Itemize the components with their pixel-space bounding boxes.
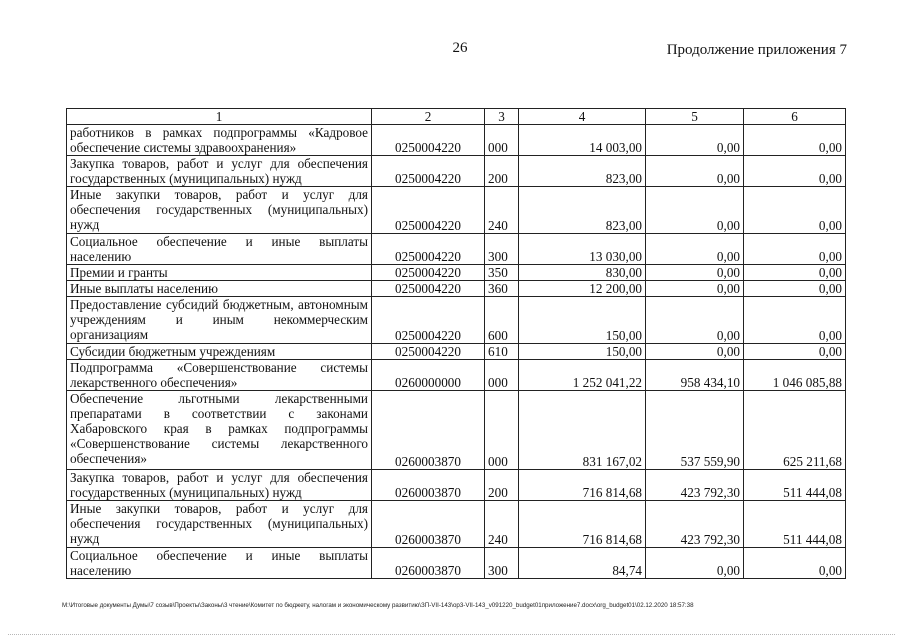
expense-type-code: 300 [485,548,519,579]
amount-col-5: 423 792,30 [646,470,744,501]
amount-col-5: 0,00 [646,344,744,360]
expense-type-code: 240 [485,501,519,548]
expense-type-code: 300 [485,234,519,265]
expense-type-code: 200 [485,470,519,501]
amount-col-4: 823,00 [519,187,646,234]
amount-col-4: 84,74 [519,548,646,579]
expense-type-code: 000 [485,125,519,156]
amount-col-6: 0,00 [744,125,846,156]
amount-col-4: 150,00 [519,297,646,344]
row-description: Субсидии бюджетным учреждениям [67,344,372,360]
table-row [67,470,846,501]
table-row [67,125,846,156]
document-file-path: M:\Итоговые документы Думы\7 созыв\Проекты\Законы\3 чтение\Комитет по бюджету, налогам и экономическому развитию\ЗП-VII-143\ор3-VII-143_v091220_budget01приложение7.docx\org_budget01\02.12.2020 18:57:38 [62,602,694,609]
table-row [67,234,846,265]
expense-type-code: 000 [485,360,519,391]
expense-type-code: 360 [485,281,519,297]
amount-col-5: 423 792,30 [646,501,744,548]
table-row [67,548,846,579]
target-article-code: 0250004220 [372,265,485,281]
target-article-code: 0260003870 [372,391,485,470]
expense-type-code: 000 [485,391,519,470]
column-header: 4 [519,109,646,125]
target-article-code: 0250004220 [372,297,485,344]
amount-col-5: 0,00 [646,297,744,344]
budget-table [66,108,846,579]
table-row [67,501,846,548]
amount-col-5: 958 434,10 [646,360,744,391]
target-article-code: 0250004220 [372,187,485,234]
amount-col-4: 831 167,02 [519,391,646,470]
column-header: 5 [646,109,744,125]
amount-col-5: 0,00 [646,265,744,281]
amount-col-5: 0,00 [646,125,744,156]
row-description: Иные закупки товаров, работ и услуг для обеспечения государственных (муниципальных) нужд [67,501,372,548]
amount-col-6: 0,00 [744,281,846,297]
amount-col-4: 12 200,00 [519,281,646,297]
amount-col-4: 823,00 [519,156,646,187]
table-row [67,281,846,297]
column-header: 6 [744,109,846,125]
scan-edge-divider [8,634,895,635]
amount-col-5: 0,00 [646,234,744,265]
column-number-row [67,109,846,125]
table-row [67,344,846,360]
expense-type-code: 610 [485,344,519,360]
column-header: 1 [67,109,372,125]
table-row [67,297,846,344]
row-description: Премии и гранты [67,265,372,281]
amount-col-6: 1 046 085,88 [744,360,846,391]
amount-col-6: 0,00 [744,297,846,344]
target-article-code: 0260003870 [372,548,485,579]
target-article-code: 0250004220 [372,156,485,187]
target-article-code: 0260003870 [372,470,485,501]
target-article-code: 0250004220 [372,234,485,265]
expense-type-code: 350 [485,265,519,281]
amount-col-4: 830,00 [519,265,646,281]
row-description: Закупка товаров, работ и услуг для обеспечения государственных (муниципальных) нужд [67,470,372,501]
column-header: 3 [485,109,519,125]
target-article-code: 0260003870 [372,501,485,548]
amount-col-6: 0,00 [744,548,846,579]
row-description: Иные выплаты населению [67,281,372,297]
amount-col-5: 537 559,90 [646,391,744,470]
amount-col-5: 0,00 [646,187,744,234]
column-header: 2 [372,109,485,125]
table-row [67,391,846,470]
amount-col-6: 625 211,68 [744,391,846,470]
amount-col-5: 0,00 [646,548,744,579]
target-article-code: 0250004220 [372,344,485,360]
amount-col-5: 0,00 [646,281,744,297]
amount-col-4: 150,00 [519,344,646,360]
amount-col-4: 1 252 041,22 [519,360,646,391]
amount-col-6: 0,00 [744,344,846,360]
table-row [67,360,846,391]
amount-col-6: 0,00 [744,265,846,281]
target-article-code: 0260000000 [372,360,485,391]
row-description: Социальное обеспечение и иные выплаты населению [67,548,372,579]
table-row [67,265,846,281]
amount-col-6: 0,00 [744,187,846,234]
amount-col-4: 14 003,00 [519,125,646,156]
page-number: 26 [452,40,468,56]
table-row [67,187,846,234]
table-row [67,156,846,187]
amount-col-6: 0,00 [744,156,846,187]
target-article-code: 0250004220 [372,125,485,156]
row-description: работников в рамках подпрограммы «Кадровое обеспечение системы здравоохранения» [67,125,372,156]
target-article-code: 0250004220 [372,281,485,297]
amount-col-4: 716 814,68 [519,501,646,548]
expense-type-code: 200 [485,156,519,187]
row-description: Предоставление субсидий бюджетным, автономным учреждениям и иным некоммерческим организациям [67,297,372,344]
amount-col-4: 716 814,68 [519,470,646,501]
amount-col-6: 511 444,08 [744,501,846,548]
expense-type-code: 600 [485,297,519,344]
appendix-continuation-label: Продолжение приложения 7 [666,42,847,58]
expense-type-code: 240 [485,187,519,234]
row-description: Социальное обеспечение и иные выплаты населению [67,234,372,265]
row-description: Подпрограмма «Совершенствование системы лекарственного обеспечения» [67,360,372,391]
row-description: Иные закупки товаров, работ и услуг для обеспечения государственных (муниципальных) нужд [67,187,372,234]
amount-col-5: 0,00 [646,156,744,187]
amount-col-6: 511 444,08 [744,470,846,501]
amount-col-6: 0,00 [744,234,846,265]
row-description: Закупка товаров, работ и услуг для обеспечения государственных (муниципальных) нужд [67,156,372,187]
row-description: Обеспечение льготными лекарственными препаратами в соответствии с законами Хабаровского края в рамках подпрограммы «Совершенствование системы лекарственного обеспечения» [67,391,372,470]
amount-col-4: 13 030,00 [519,234,646,265]
